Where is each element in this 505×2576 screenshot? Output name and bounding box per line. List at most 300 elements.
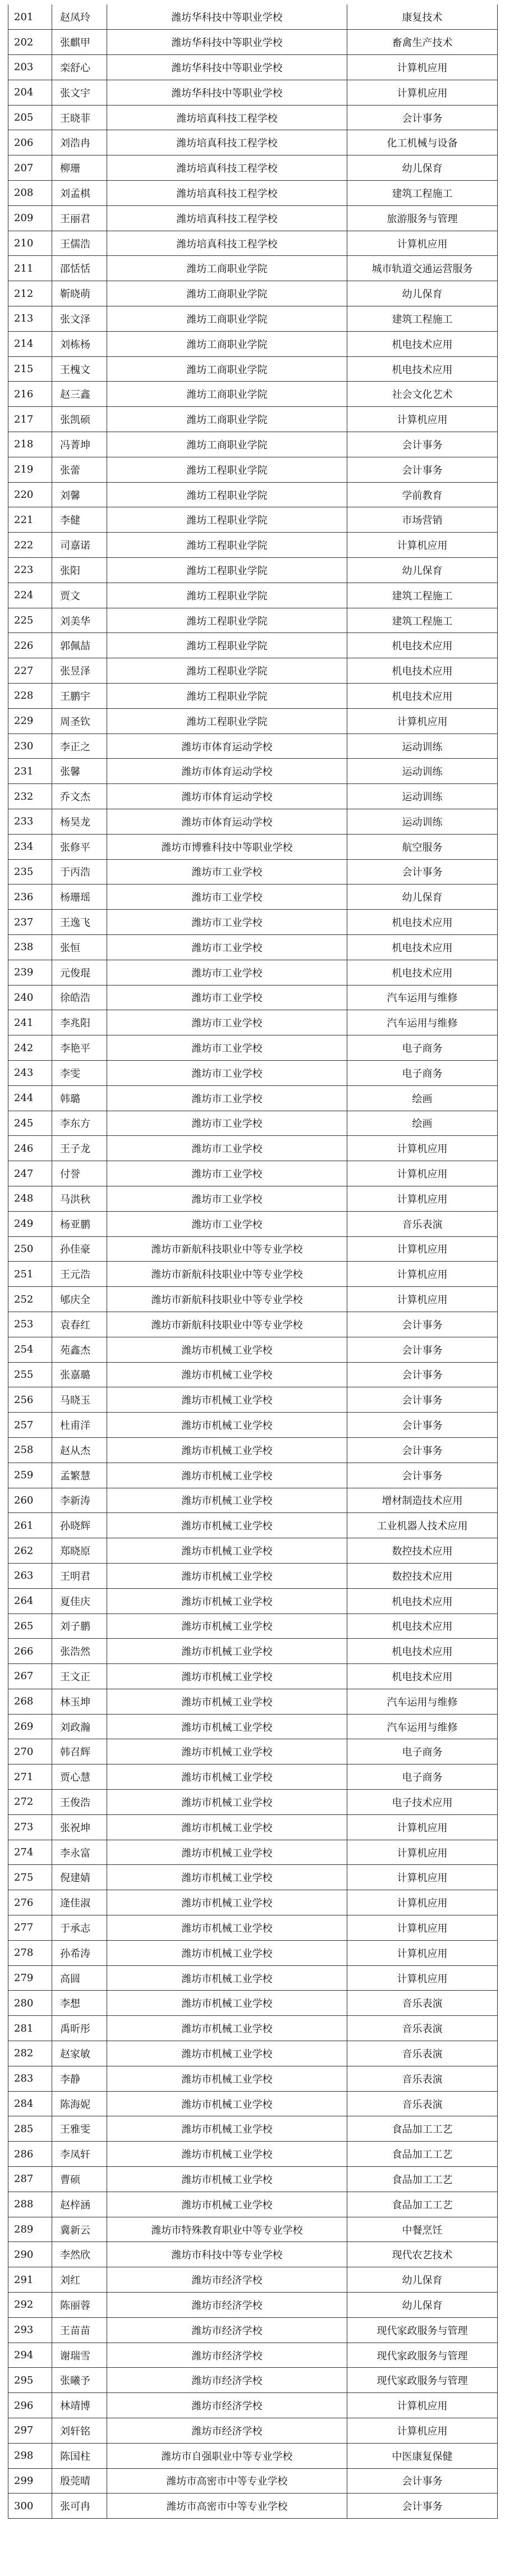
cell-number: 286 [8, 2142, 52, 2167]
table-row [8, 331, 498, 356]
cell-major: 运动训练 [347, 759, 498, 784]
cell-name: 陈国柱 [52, 2443, 107, 2468]
cell-name: 王丽君 [52, 205, 107, 231]
cell-name: 于承志 [52, 1915, 107, 1941]
table-row [8, 306, 498, 332]
cell-school: 潍坊工商职业学院 [107, 281, 347, 306]
table-row [8, 2192, 498, 2217]
cell-school: 潍坊工程职业学院 [107, 684, 347, 709]
cell-major: 中餐烹饪 [347, 2217, 498, 2242]
cell-major: 工业机器人技术应用 [347, 1513, 498, 1538]
cell-school: 潍坊工程职业学院 [107, 583, 347, 608]
cell-major: 会计事务 [347, 1312, 498, 1337]
cell-school: 潍坊市科技中等专业学校 [107, 2242, 347, 2267]
cell-school: 潍坊市体育运动学校 [107, 734, 347, 759]
table-row [8, 1790, 498, 1815]
cell-major: 电子商务 [347, 1764, 498, 1790]
table-row [8, 1413, 498, 1438]
cell-school: 潍坊市机械工业学校 [107, 1739, 347, 1764]
cell-major: 增材制造技术应用 [347, 1488, 498, 1513]
cell-school: 潍坊市机械工业学校 [107, 1689, 347, 1714]
cell-name: 徐皓浩 [52, 985, 107, 1010]
cell-name: 李健 [52, 507, 107, 533]
table-row [8, 2343, 498, 2368]
cell-name: 靳晓萌 [52, 281, 107, 306]
cell-school: 潍坊市工业学校 [107, 960, 347, 985]
table-row [8, 1563, 498, 1588]
cell-school: 潍坊市工业学校 [107, 1111, 347, 1136]
cell-major: 数控技术应用 [347, 1538, 498, 1564]
table-row [8, 1463, 498, 1488]
cell-school: 潍坊市机械工业学校 [107, 1463, 347, 1488]
table-row [8, 1337, 498, 1362]
cell-school: 潍坊工程职业学院 [107, 633, 347, 658]
table-row [8, 155, 498, 181]
table-row [8, 784, 498, 809]
cell-name: 赵从杰 [52, 1437, 107, 1463]
cell-major: 食品加工工艺 [347, 2142, 498, 2167]
cell-school: 潍坊工商职业学院 [107, 432, 347, 457]
table-row [8, 533, 498, 558]
cell-major: 计算机应用 [347, 1840, 498, 1865]
table-row [8, 2293, 498, 2318]
table-row [8, 105, 498, 130]
table-row [8, 1664, 498, 1689]
cell-major: 幼儿保育 [347, 2267, 498, 2293]
cell-major: 机电技术应用 [347, 960, 498, 985]
cell-major: 幼儿保育 [347, 155, 498, 181]
cell-school: 潍坊培真科技工程学校 [107, 205, 347, 231]
cell-name: 张曦予 [52, 2368, 107, 2393]
cell-number: 213 [8, 306, 52, 332]
cell-name: 李想 [52, 1991, 107, 2016]
cell-major: 电子商务 [347, 1060, 498, 1085]
cell-number: 226 [8, 633, 52, 658]
table-row [8, 231, 498, 256]
cell-number: 240 [8, 985, 52, 1010]
cell-major: 会计事务 [347, 859, 498, 884]
cell-school: 潍坊华科技中等职业学校 [107, 80, 347, 105]
cell-name: 孙希涛 [52, 1940, 107, 1965]
cell-name: 张阳 [52, 558, 107, 583]
table-row [8, 2116, 498, 2142]
cell-name: 马晓玉 [52, 1387, 107, 1413]
cell-name: 杨珊瑶 [52, 884, 107, 910]
table-row [8, 2242, 498, 2267]
cell-name: 元俊琨 [52, 960, 107, 985]
cell-name: 柳珊 [52, 155, 107, 181]
cell-major: 计算机应用 [347, 407, 498, 432]
cell-name: 张嘉璐 [52, 1362, 107, 1387]
cell-school: 潍坊市机械工业学校 [107, 1890, 347, 1915]
cell-major: 计算机应用 [347, 533, 498, 558]
cell-major: 社会文化艺术 [347, 382, 498, 407]
cell-major: 幼儿保育 [347, 884, 498, 910]
cell-major: 会计事务 [347, 1463, 498, 1488]
cell-school: 潍坊市经济学校 [107, 2343, 347, 2368]
cell-major: 计算机应用 [347, 80, 498, 105]
cell-number: 207 [8, 155, 52, 181]
cell-number: 268 [8, 1689, 52, 1714]
cell-school: 潍坊培真科技工程学校 [107, 130, 347, 155]
table-row [8, 1639, 498, 1664]
cell-number: 238 [8, 934, 52, 960]
cell-number: 266 [8, 1639, 52, 1664]
cell-school: 潍坊市博雅科技中等职业学校 [107, 834, 347, 859]
cell-major: 机电技术应用 [347, 934, 498, 960]
cell-name: 倪建婧 [52, 1865, 107, 1890]
table-row [8, 583, 498, 608]
cell-major: 会计事务 [347, 105, 498, 130]
cell-number: 222 [8, 533, 52, 558]
cell-number: 235 [8, 859, 52, 884]
table-row [8, 1387, 498, 1413]
cell-major: 计算机应用 [347, 1186, 498, 1211]
cell-number: 289 [8, 2217, 52, 2242]
cell-major: 市场营销 [347, 507, 498, 533]
cell-name: 张麒甲 [52, 30, 107, 55]
cell-school: 潍坊市机械工业学校 [107, 1413, 347, 1438]
cell-number: 270 [8, 1739, 52, 1764]
cell-major: 机电技术应用 [347, 356, 498, 382]
cell-number: 244 [8, 1085, 52, 1111]
cell-school: 潍坊工商职业学院 [107, 331, 347, 356]
cell-number: 217 [8, 407, 52, 432]
cell-major: 航空服务 [347, 834, 498, 859]
cell-number: 229 [8, 708, 52, 734]
cell-name: 张修平 [52, 834, 107, 859]
cell-name: 赵三鑫 [52, 382, 107, 407]
cell-number: 290 [8, 2242, 52, 2267]
cell-name: 李艳平 [52, 1035, 107, 1061]
cell-number: 247 [8, 1161, 52, 1186]
cell-number: 254 [8, 1337, 52, 1362]
cell-name: 周圣钦 [52, 708, 107, 734]
table-row [8, 281, 498, 306]
table-row [8, 1588, 498, 1614]
table-row [8, 1362, 498, 1387]
table-row [8, 2317, 498, 2343]
cell-school: 潍坊市机械工业学校 [107, 1437, 347, 1463]
cell-major: 运动训练 [347, 784, 498, 809]
table-row [8, 1312, 498, 1337]
cell-number: 280 [8, 1991, 52, 2016]
table-row [8, 507, 498, 533]
cell-name: 刘政瀚 [52, 1714, 107, 1739]
table-row [8, 2468, 498, 2494]
cell-major: 机电技术应用 [347, 1588, 498, 1614]
cell-school: 潍坊市工业学校 [107, 934, 347, 960]
cell-major: 计算机应用 [347, 1236, 498, 1262]
table-row [8, 910, 498, 935]
cell-number: 279 [8, 1965, 52, 1991]
cell-major: 机电技术应用 [347, 633, 498, 658]
cell-number: 230 [8, 734, 52, 759]
cell-school: 潍坊市机械工业学校 [107, 1588, 347, 1614]
cell-major: 计算机应用 [347, 231, 498, 256]
cell-name: 赵梓涵 [52, 2192, 107, 2217]
cell-school: 潍坊市机械工业学校 [107, 2116, 347, 2142]
table-row [8, 407, 498, 432]
cell-school: 潍坊市自强职业中等专业学校 [107, 2443, 347, 2468]
table-row [8, 256, 498, 281]
cell-school: 潍坊市工业学校 [107, 1211, 347, 1236]
cell-major: 建筑工程施工 [347, 583, 498, 608]
cell-major: 现代家政服务与管理 [347, 2343, 498, 2368]
cell-number: 225 [8, 608, 52, 633]
table-row [8, 356, 498, 382]
cell-major: 现代农艺技术 [347, 2242, 498, 2267]
cell-name: 张昱泽 [52, 658, 107, 684]
roster-table [8, 4, 498, 2519]
cell-school: 潍坊市机械工业学校 [107, 1915, 347, 1941]
cell-number: 237 [8, 910, 52, 935]
cell-school: 潍坊市新航科技职业中等专业学校 [107, 1312, 347, 1337]
table-row [8, 432, 498, 457]
cell-school: 潍坊市机械工业学校 [107, 2041, 347, 2066]
cell-school: 潍坊市机械工业学校 [107, 1614, 347, 1639]
cell-major: 计算机应用 [347, 1965, 498, 1991]
cell-major: 现代家政服务与管理 [347, 2317, 498, 2343]
cell-school: 潍坊市机械工业学校 [107, 1387, 347, 1413]
cell-name: 孙佳豪 [52, 1236, 107, 1262]
cell-number: 258 [8, 1437, 52, 1463]
cell-name: 刘红 [52, 2267, 107, 2293]
cell-name: 张蕾 [52, 457, 107, 482]
cell-major: 汽车运用与维修 [347, 985, 498, 1010]
cell-school: 潍坊市工业学校 [107, 859, 347, 884]
cell-major: 绘画 [347, 1111, 498, 1136]
cell-number: 203 [8, 55, 52, 80]
cell-number: 243 [8, 1060, 52, 1085]
table-row [8, 2393, 498, 2418]
cell-school: 潍坊市体育运动学校 [107, 809, 347, 835]
cell-school: 潍坊工商职业学院 [107, 407, 347, 432]
cell-school: 潍坊工程职业学院 [107, 533, 347, 558]
cell-name: 王雅雯 [52, 2116, 107, 2142]
cell-major: 音乐表演 [347, 1991, 498, 2016]
table-row [8, 884, 498, 910]
cell-number: 263 [8, 1563, 52, 1588]
cell-number: 250 [8, 1236, 52, 1262]
cell-school: 潍坊工商职业学院 [107, 256, 347, 281]
cell-major: 现代家政服务与管理 [347, 2368, 498, 2393]
table-row [8, 658, 498, 684]
cell-name: 郭佩喆 [52, 633, 107, 658]
cell-school: 潍坊市工业学校 [107, 1136, 347, 1161]
cell-major: 计算机应用 [347, 708, 498, 734]
table-row [8, 2091, 498, 2116]
cell-name: 赵凤玲 [52, 4, 107, 30]
cell-school: 潍坊市工业学校 [107, 1186, 347, 1211]
cell-school: 潍坊市机械工业学校 [107, 1664, 347, 1689]
cell-name: 于丙浩 [52, 859, 107, 884]
cell-number: 246 [8, 1136, 52, 1161]
table-row [8, 1287, 498, 1312]
cell-school: 潍坊市机械工业学校 [107, 1513, 347, 1538]
cell-major: 会计事务 [347, 457, 498, 482]
cell-name: 林玉坤 [52, 1689, 107, 1714]
cell-major: 数控技术应用 [347, 1563, 498, 1588]
table-row [8, 382, 498, 407]
cell-number: 256 [8, 1387, 52, 1413]
table-row [8, 708, 498, 734]
cell-name: 李凤轩 [52, 2142, 107, 2167]
cell-major: 音乐表演 [347, 1211, 498, 1236]
table-row [8, 985, 498, 1010]
table-row [8, 1915, 498, 1941]
cell-name: 韩召辉 [52, 1739, 107, 1764]
cell-school: 潍坊工程职业学院 [107, 608, 347, 633]
cell-number: 214 [8, 331, 52, 356]
table-row [8, 1262, 498, 1287]
table-row [8, 759, 498, 784]
cell-major: 汽车运用与维修 [347, 1689, 498, 1714]
table-row [8, 2142, 498, 2167]
cell-school: 潍坊工程职业学院 [107, 558, 347, 583]
cell-major: 学前教育 [347, 482, 498, 507]
cell-school: 潍坊市经济学校 [107, 2317, 347, 2343]
cell-school: 潍坊市工业学校 [107, 985, 347, 1010]
table-row [8, 2041, 498, 2066]
cell-name: 刘栋杨 [52, 331, 107, 356]
table-row [8, 1614, 498, 1639]
table-row [8, 1538, 498, 1564]
cell-major: 食品加工工艺 [347, 2192, 498, 2217]
cell-name: 禹昕彤 [52, 2016, 107, 2041]
cell-number: 242 [8, 1035, 52, 1061]
cell-number: 297 [8, 2418, 52, 2444]
cell-name: 李永富 [52, 1840, 107, 1865]
cell-school: 潍坊市经济学校 [107, 2393, 347, 2418]
cell-school: 潍坊市新航科技职业中等专业学校 [107, 1287, 347, 1312]
cell-name: 陈丽蓉 [52, 2293, 107, 2318]
cell-major: 城市轨道交通运营服务 [347, 256, 498, 281]
cell-school: 潍坊培真科技工程学校 [107, 181, 347, 206]
cell-school: 潍坊市机械工业学校 [107, 1764, 347, 1790]
cell-number: 272 [8, 1790, 52, 1815]
table-row [8, 684, 498, 709]
cell-number: 227 [8, 658, 52, 684]
cell-name: 王儒浩 [52, 231, 107, 256]
cell-number: 201 [8, 4, 52, 30]
cell-name: 刘轩铭 [52, 2418, 107, 2444]
cell-name: 马洪秋 [52, 1186, 107, 1211]
cell-school: 潍坊市机械工业学校 [107, 2192, 347, 2217]
cell-major: 旅游服务与管理 [347, 205, 498, 231]
cell-school: 潍坊市机械工业学校 [107, 1639, 347, 1664]
cell-name: 张凯硕 [52, 407, 107, 432]
cell-school: 潍坊市机械工业学校 [107, 1714, 347, 1739]
cell-name: 李然欣 [52, 2242, 107, 2267]
cell-school: 潍坊市机械工业学校 [107, 1840, 347, 1865]
cell-name: 乔文杰 [52, 784, 107, 809]
cell-major: 电子商务 [347, 1739, 498, 1764]
cell-major: 机电技术应用 [347, 658, 498, 684]
cell-number: 239 [8, 960, 52, 985]
table-row [8, 205, 498, 231]
cell-major: 会计事务 [347, 432, 498, 457]
table-row [8, 1965, 498, 1991]
table-row [8, 1689, 498, 1714]
cell-major: 计算机应用 [347, 1865, 498, 1890]
cell-number: 257 [8, 1413, 52, 1438]
table-row [8, 2267, 498, 2293]
cell-name: 张祝坤 [52, 1814, 107, 1840]
cell-major: 中医康复保健 [347, 2443, 498, 2468]
cell-number: 273 [8, 1814, 52, 1840]
cell-major: 音乐表演 [347, 2066, 498, 2091]
cell-number: 284 [8, 2091, 52, 2116]
table-row [8, 633, 498, 658]
cell-major: 会计事务 [347, 1337, 498, 1362]
cell-number: 288 [8, 2192, 52, 2217]
cell-name: 刘浩冉 [52, 130, 107, 155]
cell-name: 李雯 [52, 1060, 107, 1085]
cell-major: 电子技术应用 [347, 1790, 498, 1815]
cell-number: 212 [8, 281, 52, 306]
cell-school: 潍坊市机械工业学校 [107, 1362, 347, 1387]
cell-number: 275 [8, 1865, 52, 1890]
cell-number: 271 [8, 1764, 52, 1790]
cell-number: 296 [8, 2393, 52, 2418]
cell-name: 谢瑞雪 [52, 2343, 107, 2368]
cell-number: 259 [8, 1463, 52, 1488]
cell-school: 潍坊工商职业学院 [107, 356, 347, 382]
cell-school: 潍坊市体育运动学校 [107, 759, 347, 784]
table-row [8, 1186, 498, 1211]
cell-school: 潍坊市机械工业学校 [107, 1337, 347, 1362]
cell-name: 韩璐 [52, 1085, 107, 1111]
cell-name: 贾文 [52, 583, 107, 608]
cell-name: 李兆阳 [52, 1010, 107, 1035]
table-row [8, 2066, 498, 2091]
cell-number: 255 [8, 1362, 52, 1387]
table-row [8, 1488, 498, 1513]
cell-number: 218 [8, 432, 52, 457]
table-row [8, 1060, 498, 1085]
table-row [8, 1890, 498, 1915]
cell-major: 会计事务 [347, 1437, 498, 1463]
cell-school: 潍坊市经济学校 [107, 2267, 347, 2293]
cell-number: 252 [8, 1287, 52, 1312]
cell-name: 高圆 [52, 1965, 107, 1991]
cell-number: 248 [8, 1186, 52, 1211]
cell-name: 逄佳淑 [52, 1890, 107, 1915]
cell-school: 潍坊培真科技工程学校 [107, 105, 347, 130]
cell-number: 295 [8, 2368, 52, 2393]
cell-major: 运动训练 [347, 734, 498, 759]
cell-number: 274 [8, 1840, 52, 1865]
cell-school: 潍坊市机械工业学校 [107, 2091, 347, 2116]
cell-name: 冀新云 [52, 2217, 107, 2242]
cell-school: 潍坊市经济学校 [107, 2293, 347, 2318]
cell-number: 221 [8, 507, 52, 533]
cell-major: 计算机应用 [347, 1940, 498, 1965]
cell-major: 计算机应用 [347, 2418, 498, 2444]
cell-number: 219 [8, 457, 52, 482]
cell-number: 234 [8, 834, 52, 859]
cell-number: 249 [8, 1211, 52, 1236]
table-row [8, 80, 498, 105]
cell-major: 幼儿保育 [347, 558, 498, 583]
cell-school: 潍坊华科技中等职业学校 [107, 30, 347, 55]
cell-school: 潍坊市经济学校 [107, 2368, 347, 2393]
cell-number: 293 [8, 2317, 52, 2343]
table-row [8, 1236, 498, 1262]
cell-school: 潍坊市工业学校 [107, 910, 347, 935]
table-row [8, 1437, 498, 1463]
